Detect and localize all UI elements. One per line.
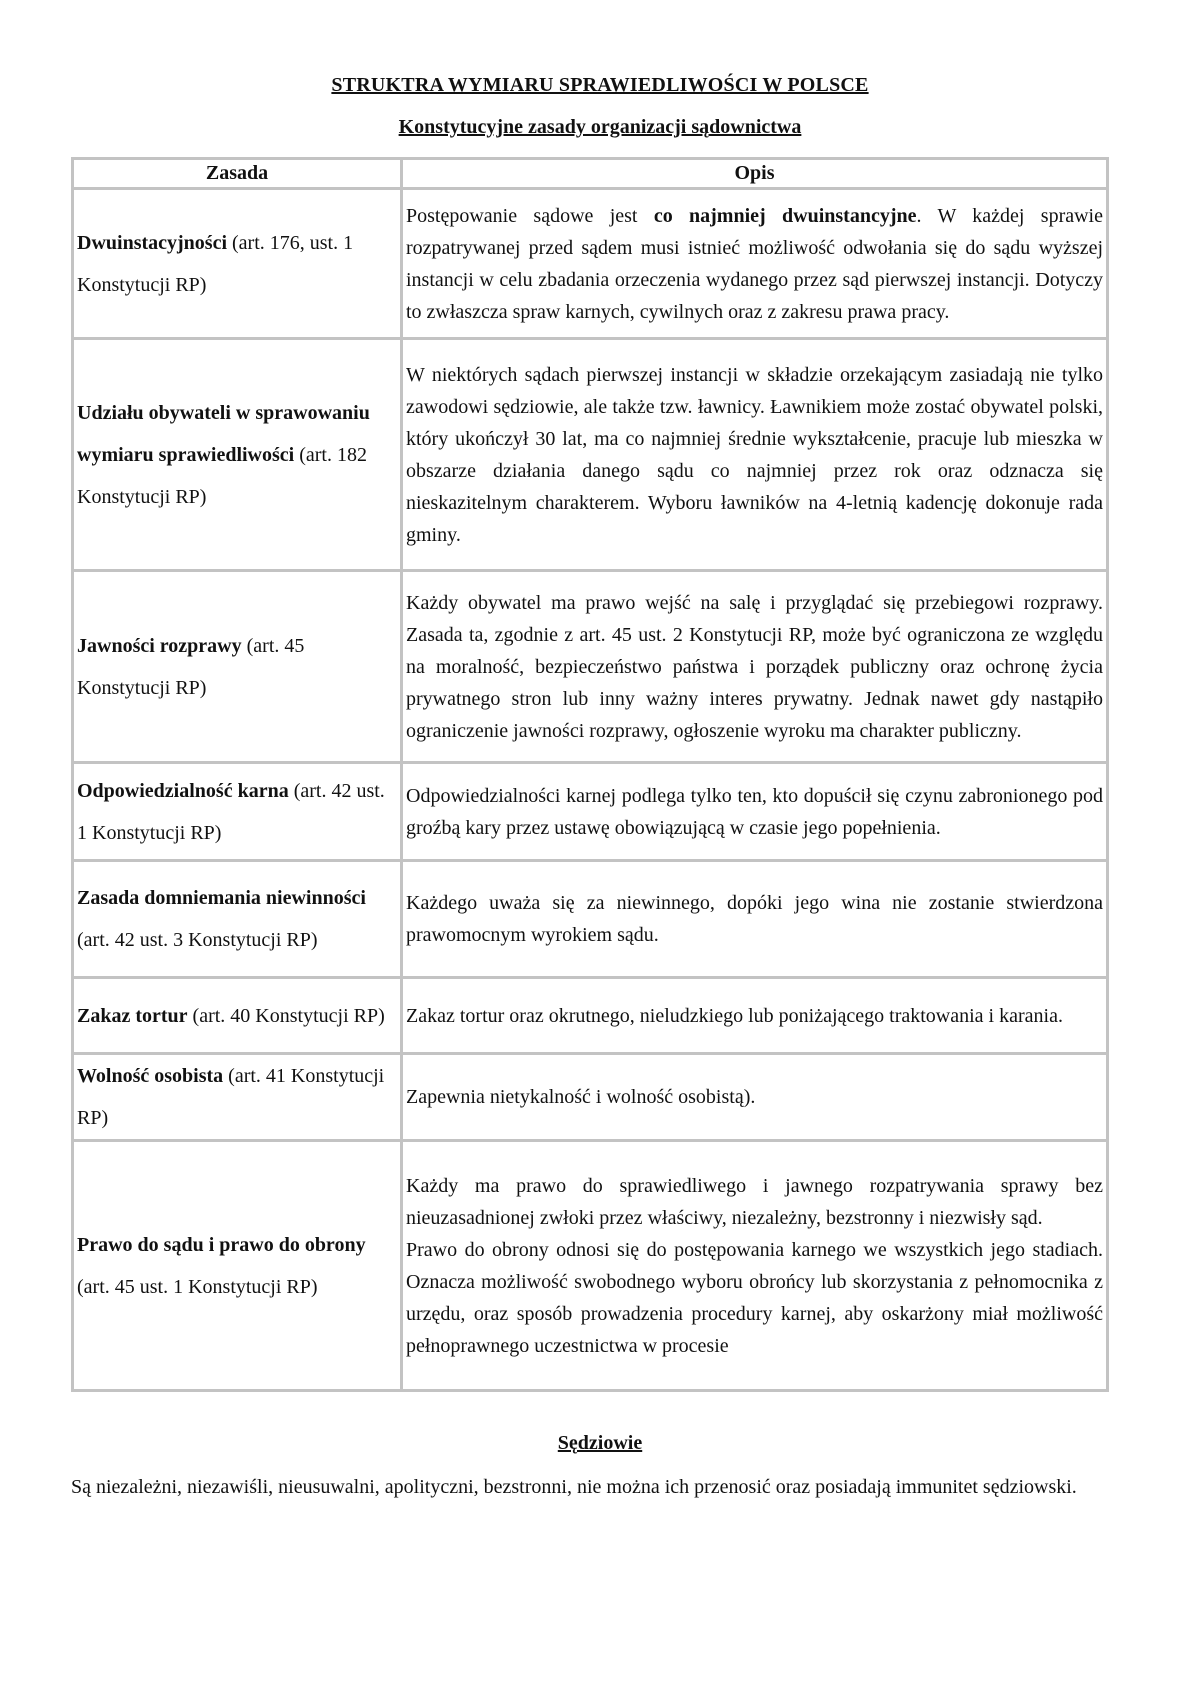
principle-reference: (art. 45 ust. 1 Konstytucji RP) bbox=[77, 1275, 318, 1298]
principle-name: Odpowiedzialność karna bbox=[77, 779, 289, 802]
principle-reference: (art. 45 Konstytucji RP) bbox=[77, 634, 305, 699]
principle-cell bbox=[73, 1141, 402, 1391]
principle-reference: (art. 42 ust. 3 Konstytucji RP) bbox=[77, 929, 318, 951]
principle-reference: (art. 41 Konstytucji RP) bbox=[77, 1065, 385, 1129]
principle-cell bbox=[73, 978, 402, 1054]
description-text: . W każdej sprawie rozpatrywanej przed sądem musi istnieć możliwość odwołania się do sądu wyższej instancji w celu zbadania orzeczenia wydanego przez sąd pierwszej instancji. Dotyczy to zwłaszcza spraw karnych, cywilnych oraz z zakresu prawa pracy. bbox=[406, 204, 1103, 323]
principle-name: Zasada domniemania niewinności bbox=[77, 887, 366, 909]
table-row bbox=[73, 339, 1108, 571]
description-paragraph: Prawo do obrony odnosi się do postępowania karnego we wszystkich jego stadiach. Oznacza możliwość swobodnego wyboru obrońcy lub skorzystania z pełnomocnika z urzędu, oraz sposób prowadzenia procedury karnej, aby oskarżony miał możliwość pełnoprawnego uczestnictwa w procesie bbox=[406, 1238, 1103, 1357]
principle-cell bbox=[73, 861, 402, 978]
description-paragraph: Każdy ma prawo do sprawiedliwego i jawnego rozpatrywania sprawy bez nieuzasadnionej zwłoki przez właściwy, niezależny, bezstronny i niezwisły sąd. bbox=[406, 1174, 1103, 1229]
description-cell: W niektórych sądach pierwszej instancji w składzie orzekającym zasiadają nie tylko zawodowi sędziowie, ale także tzw. ławnicy. Ławnikiem może zostać obywatel polski, który ukończył 30 lat, ma co najmniej średnie wykształcenie, pracuje lub mieszka w obszarze działania danego sądu co najmniej przez rok oraz odznacza się nieskazitelnym charakterem. Wyboru ławników na 4-letnią kadencję dokonuje rada gminy. bbox=[402, 339, 1108, 571]
principle-name: Udziału obywateli w sprawowaniu wymiaru sprawiedliwości bbox=[77, 401, 370, 466]
table-row bbox=[73, 1054, 1108, 1141]
principle-cell bbox=[73, 763, 402, 861]
description-cell bbox=[402, 1141, 1108, 1391]
principle-cell bbox=[73, 1054, 402, 1141]
table-row bbox=[73, 861, 1108, 978]
principle-reference: (art. 40 Konstytucji RP) bbox=[187, 1004, 385, 1027]
principle-name: Dwuinstacyjności bbox=[77, 231, 228, 254]
description-text: Postępowanie sądowe jest bbox=[406, 204, 654, 227]
description-cell bbox=[402, 189, 1108, 339]
document-title: STRUKTRA WYMIARU SPRAWIEDLIWOŚCI W POLSCE bbox=[331, 74, 869, 96]
principle-name: Wolność osobista bbox=[77, 1065, 224, 1087]
judges-heading: Sędziowie bbox=[557, 1432, 643, 1454]
judges-paragraph: Są niezależni, niezawiśli, nieusuwalni, apolityczni, bezstronni, nie można ich przenosić oraz posiadają immunitet sędziowski. bbox=[71, 1476, 1077, 1498]
table-row bbox=[73, 1141, 1108, 1391]
principle-reference: (art. 182 Konstytucji RP) bbox=[77, 443, 367, 508]
header-principle: Zasada bbox=[73, 159, 402, 189]
principle-name: Prawo do sądu i prawo do obrony bbox=[77, 1233, 366, 1256]
description-cell: Odpowiedzialności karnej podlega tylko ten, kto dopuścił się czynu zabronionego pod groźbą kary przez ustawę obowiązującą w czasie jego popełnienia. bbox=[402, 763, 1108, 861]
principles-table bbox=[71, 157, 1109, 1392]
principle-cell bbox=[73, 571, 402, 763]
header-description: Opis bbox=[402, 159, 1108, 189]
table-row bbox=[73, 763, 1108, 861]
description-cell: Zapewnia nietykalność i wolność osobistą). bbox=[402, 1054, 1108, 1141]
principle-reference: (art. 176, ust. 1 Konstytucji RP) bbox=[77, 231, 354, 296]
description-cell: Każdego uważa się za niewinnego, dopóki jego wina nie zostanie stwierdzona prawomocnym wyrokiem sądu. bbox=[402, 861, 1108, 978]
table-row bbox=[73, 189, 1108, 339]
principle-reference: (art. 42 ust. 1 Konstytucji RP) bbox=[77, 779, 385, 844]
principle-cell bbox=[73, 189, 402, 339]
description-emphasis: co najmniej dwuinstancyjne bbox=[653, 204, 917, 227]
table-row bbox=[73, 571, 1108, 763]
document-subtitle: Konstytucyjne zasady organizacji sądownictwa bbox=[398, 116, 802, 138]
table-row bbox=[73, 978, 1108, 1054]
principle-name: Zakaz tortur bbox=[77, 1004, 188, 1027]
description-cell: Każdy obywatel ma prawo wejść na salę i przyglądać się przebiegowi rozprawy. Zasada ta, zgodnie z art. 45 ust. 2 Konstytucji RP, może być ograniczona ze względu na moralność, bezpieczeństwo państwa i porządek publiczny oraz ochronę życia prywatnego stron lub inny ważny interes prywatny. Jednak nawet gdy nastąpiło ograniczenie jawności rozprawy, ogłoszenie wyroku ma charakter publiczny. bbox=[402, 571, 1108, 763]
description-cell: Zakaz tortur oraz okrutnego, nieludzkiego lub poniżającego traktowania i karania. bbox=[402, 978, 1108, 1054]
principle-name: Jawności rozprawy bbox=[77, 634, 242, 657]
table-header-row bbox=[73, 159, 1108, 189]
principle-cell bbox=[73, 339, 402, 571]
